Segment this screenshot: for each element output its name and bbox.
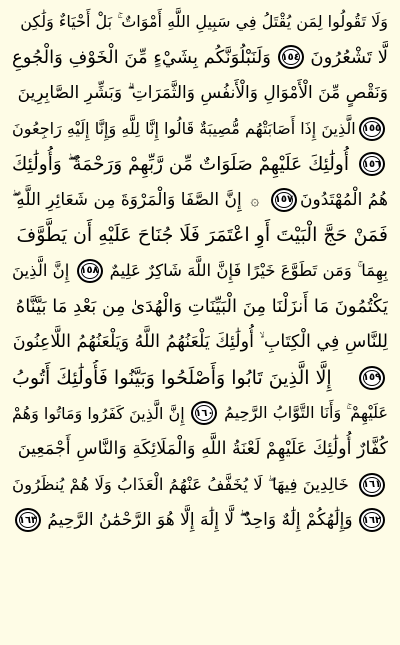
ayah-number-marker — [359, 473, 385, 497]
ayah-number-marker — [359, 508, 385, 532]
verse-line-15 — [12, 502, 388, 538]
verse-text: يَكْتُمُونَ مَا أَنزَلْنَا مِنَ الْبَيِّنَاتِ وَالْهُدَىٰ مِن بَعْدِ مَا بَيَّنَّاهُ — [15, 296, 388, 318]
ayah-number-marker — [359, 117, 385, 141]
verse-line-2 — [12, 40, 388, 76]
ayah-number: ١٥٥ — [362, 123, 382, 135]
ayah-number: ١٦١ — [362, 479, 382, 491]
verse-text: عَلَيْهِمْ ۚ وَأَنَا التَّوَّابُ الرَّحِيمُ — [224, 403, 388, 423]
verse-line-7 — [12, 218, 388, 254]
verse-text: وَلَنَبْلُوَنَّكُم بِشَيْءٍ مِّنَ الْخَوْفِ وَالْجُوعِ — [12, 46, 271, 68]
ayah-number: ١٥٨ — [80, 265, 99, 277]
verse-text: أُولَٰئِكَ عَلَيْهِمْ صَلَوَاتٌ مِّن رَّبِّهِمْ وَرَحْمَةٌ ۖ وَأُولَٰئِكَ — [12, 153, 349, 175]
verse-line-5 — [12, 146, 388, 182]
verse-text: إِنَّ الصَّفَا وَالْمَرْوَةَ مِن شَعَائِرِ اللَّهِ ۖ — [12, 189, 242, 210]
verse-text: كُفَّارٌ أُولَٰئِكَ عَلَيْهِمْ لَعْنَةُ اللَّهِ وَالْمَلَائِكَةِ وَالنَّاسِ أَجْمَعِينَ — [17, 438, 388, 459]
ayah-number-marker — [278, 45, 304, 69]
ayah-number-marker — [359, 152, 385, 176]
verse-text: إِنَّ الَّذِينَ — [12, 261, 70, 281]
ayah-number: ١٥٤ — [281, 51, 300, 63]
verse-text: وَإِلَٰهُكُمْ إِلَٰهٌ وَاحِدٌ ۖ لَّا إِلَٰهَ إِلَّا هُوَ الرَّحْمَٰنُ الرَّحِيمُ — [47, 510, 353, 531]
verse-text: إِلَّا الَّذِينَ تَابُوا وَأَصْلَحُوا وَبَيَّنُوا فَأُولَٰئِكَ أَتُوبُ — [12, 366, 332, 389]
verse-text: الَّذِينَ إِذَا أَصَابَتْهُم مُّصِيبَةٌ قَالُوا إِنَّا لِلَّهِ وَإِنَّا إِلَيْهِ رَاجِعُونَ — [12, 119, 356, 139]
rub-el-hizb-icon: ۞ — [250, 190, 260, 209]
verse-line-1 — [12, 4, 388, 40]
ayah-number: ١٦٣ — [18, 514, 38, 526]
ayah-number-marker — [359, 366, 385, 390]
verse-text: خَالِدِينَ فِيهَا ۖ لَا يُخَفَّفُ عَنْهُمُ الْعَذَابُ وَلَا هُمْ يُنظَرُونَ — [12, 474, 349, 494]
verse-line-10 — [12, 324, 388, 360]
verse-text: إِنَّ الَّذِينَ كَفَرُوا وَمَاتُوا وَهُمْ — [12, 403, 185, 423]
verse-line-3 — [12, 75, 388, 111]
ayah-number-marker — [15, 508, 41, 532]
verse-line-14 — [12, 467, 388, 503]
verse-line-13 — [12, 431, 388, 467]
verse-text: فَمَنْ حَجَّ الْبَيْتَ أَوِ اعْتَمَرَ فَلَا جُنَاحَ عَلَيْهِ أَن يَطَّوَّفَ — [16, 224, 388, 247]
verse-line-12 — [12, 396, 388, 432]
verse-line-6 — [12, 182, 388, 218]
ayah-number: ١٥٧ — [274, 194, 294, 206]
ayah-number: ١٦٠ — [195, 407, 214, 419]
verse-line-8 — [12, 253, 388, 289]
verse-text: هُمُ الْمُهْتَدُونَ — [300, 189, 388, 210]
ayah-number-marker — [191, 401, 217, 425]
verse-line-9 — [12, 289, 388, 325]
verse-text: بِهِمَا ۚ وَمَن تَطَوَّعَ خَيْرًا فَإِنَّ اللَّهَ شَاكِرٌ عَلِيمٌ — [109, 260, 388, 280]
ayah-number-marker — [271, 188, 297, 212]
ayah-number-marker — [77, 259, 103, 283]
verse-line-4 — [12, 111, 388, 147]
ayah-number: ١٥٦ — [362, 158, 382, 170]
ayah-number: ١٦٢ — [362, 514, 382, 526]
ayah-number: ١٥٩ — [362, 372, 382, 384]
verse-line-11 — [12, 360, 388, 396]
verse-text: وَلَا تَقُولُوا لِمَن يُقْتَلُ فِي سَبِيلِ اللَّهِ أَمْوَاتٌ ۚ بَلْ أَحْيَاءٌ وَلَٰكِن — [20, 11, 388, 31]
verse-text: وَنَقْصٍ مِّنَ الْأَمْوَالِ وَالْأَنفُسِ وَالثَّمَرَاتِ ۗ وَبَشِّرِ الصَّابِرِينَ — [17, 82, 388, 103]
verse-text: لَّا تَشْعُرُونَ — [310, 46, 388, 68]
verse-text: لِلنَّاسِ فِي الْكِتَابِ ۙ أُولَٰئِكَ يَلْعَنُهُمُ اللَّهُ وَيَلْعَنُهُمُ اللَّاعِنُونَ — [12, 332, 388, 353]
